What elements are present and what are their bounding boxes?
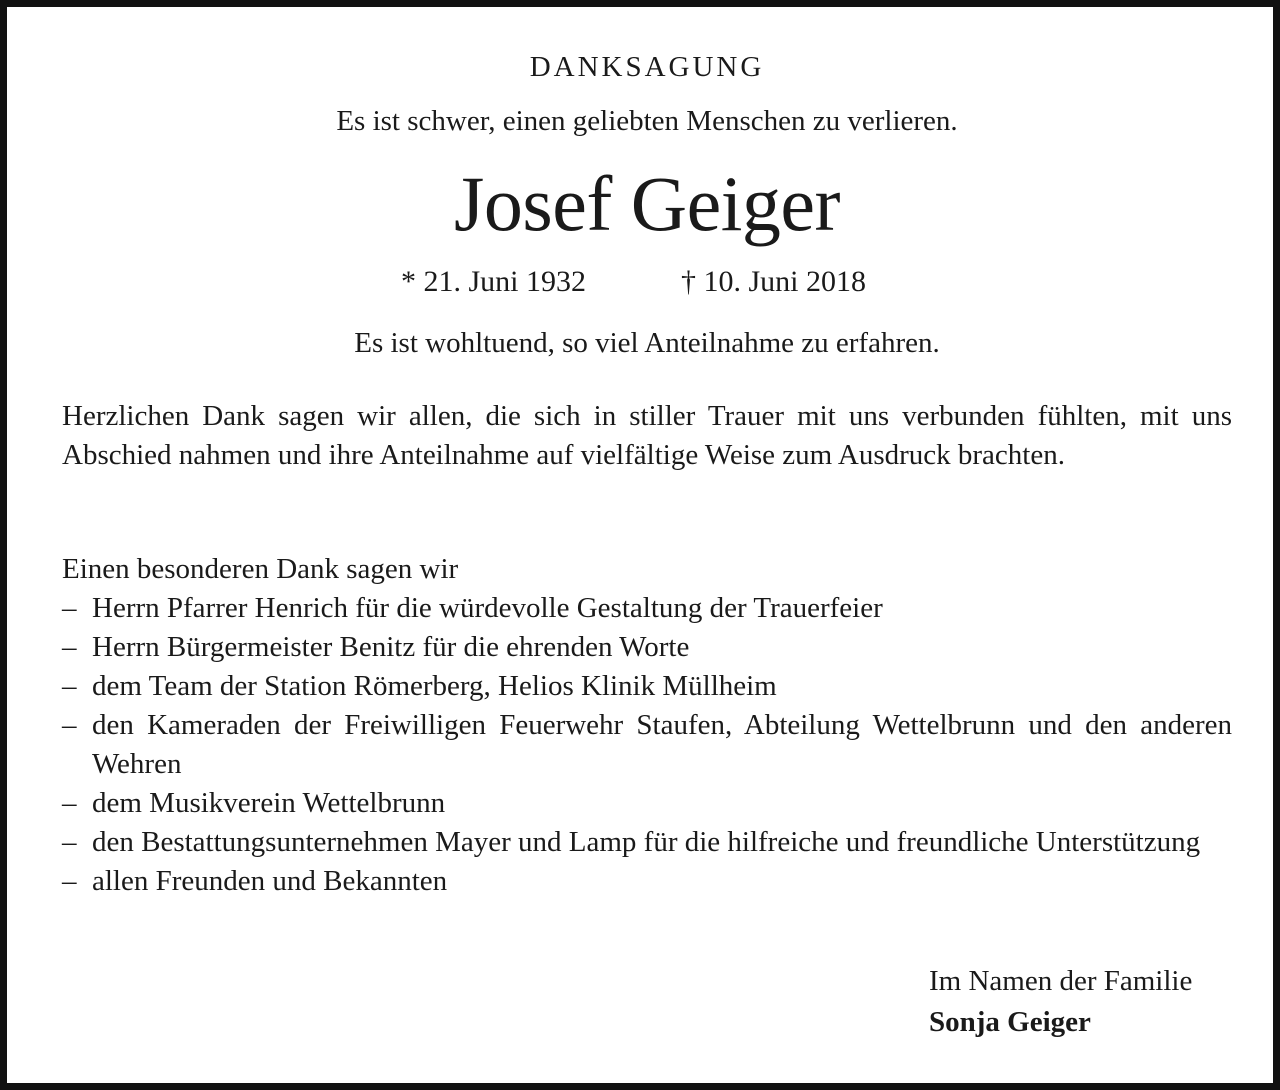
list-item-text: Herrn Pfarrer Henrich für die würdevolle Gestaltung der Trauerfeier <box>92 592 883 624</box>
dash-bullet: – <box>62 865 77 897</box>
list-item-text: dem Musikverein Wettelbrunn <box>92 787 446 819</box>
death-date: † 10. Juni 2018 <box>681 265 867 298</box>
notice-heading: DANKSAGUNG <box>529 51 765 83</box>
dash-bullet: – <box>62 787 77 819</box>
thanks-intro: Einen besonderen Dank sagen wir <box>62 553 459 585</box>
list-item <box>62 862 1232 901</box>
list-item-text: den Bestattungsunternehmen Mayer und Lamp für die hilfreiche und freundliche Unterstützung <box>92 826 1201 858</box>
list-item <box>62 784 1232 823</box>
dash-bullet: – <box>62 631 77 663</box>
deceased-name: Josef Geiger <box>453 160 841 247</box>
signature-line: Im Namen der Familie <box>929 965 1193 997</box>
signature-name: Sonja Geiger <box>929 1006 1091 1038</box>
signature-block <box>929 961 1192 1043</box>
list-item-text: dem Team der Station Römerberg, Helios Klinik Müllheim <box>92 670 777 702</box>
thanks-list <box>62 589 1232 901</box>
list-item-text: den Kameraden der Freiwilligen Feuerwehr Staufen, Abteilung Wettelbrunn und den anderen Wehren <box>92 709 1232 780</box>
list-item-text: allen Freunden und Bekannten <box>92 865 448 897</box>
notice-subtitle: Es ist schwer, einen geliebten Menschen zu verlieren. <box>336 105 958 137</box>
list-item <box>62 589 1232 628</box>
list-item <box>62 706 1232 784</box>
dash-bullet: – <box>62 592 77 624</box>
dash-bullet: – <box>62 670 77 702</box>
list-item <box>62 823 1232 862</box>
list-item <box>62 628 1232 667</box>
list-item-text: Herrn Bürgermeister Benitz für die ehrenden Worte <box>92 631 690 663</box>
dash-bullet: – <box>62 709 77 741</box>
dash-bullet: – <box>62 826 77 858</box>
birth-date: * 21. Juni 1932 <box>401 265 587 298</box>
sympathy-line: Es ist wohltuend, so viel Anteilnahme zu erfahren. <box>354 327 940 359</box>
thanks-paragraph: Herzlichen Dank sagen wir allen, die sich in stiller Trauer mit uns verbunden fühlten, mit uns Abschied nahmen und ihre Anteilnahme auf vielfältige Weise zum Ausdruck brachten. <box>62 400 1232 471</box>
list-item <box>62 667 1232 706</box>
